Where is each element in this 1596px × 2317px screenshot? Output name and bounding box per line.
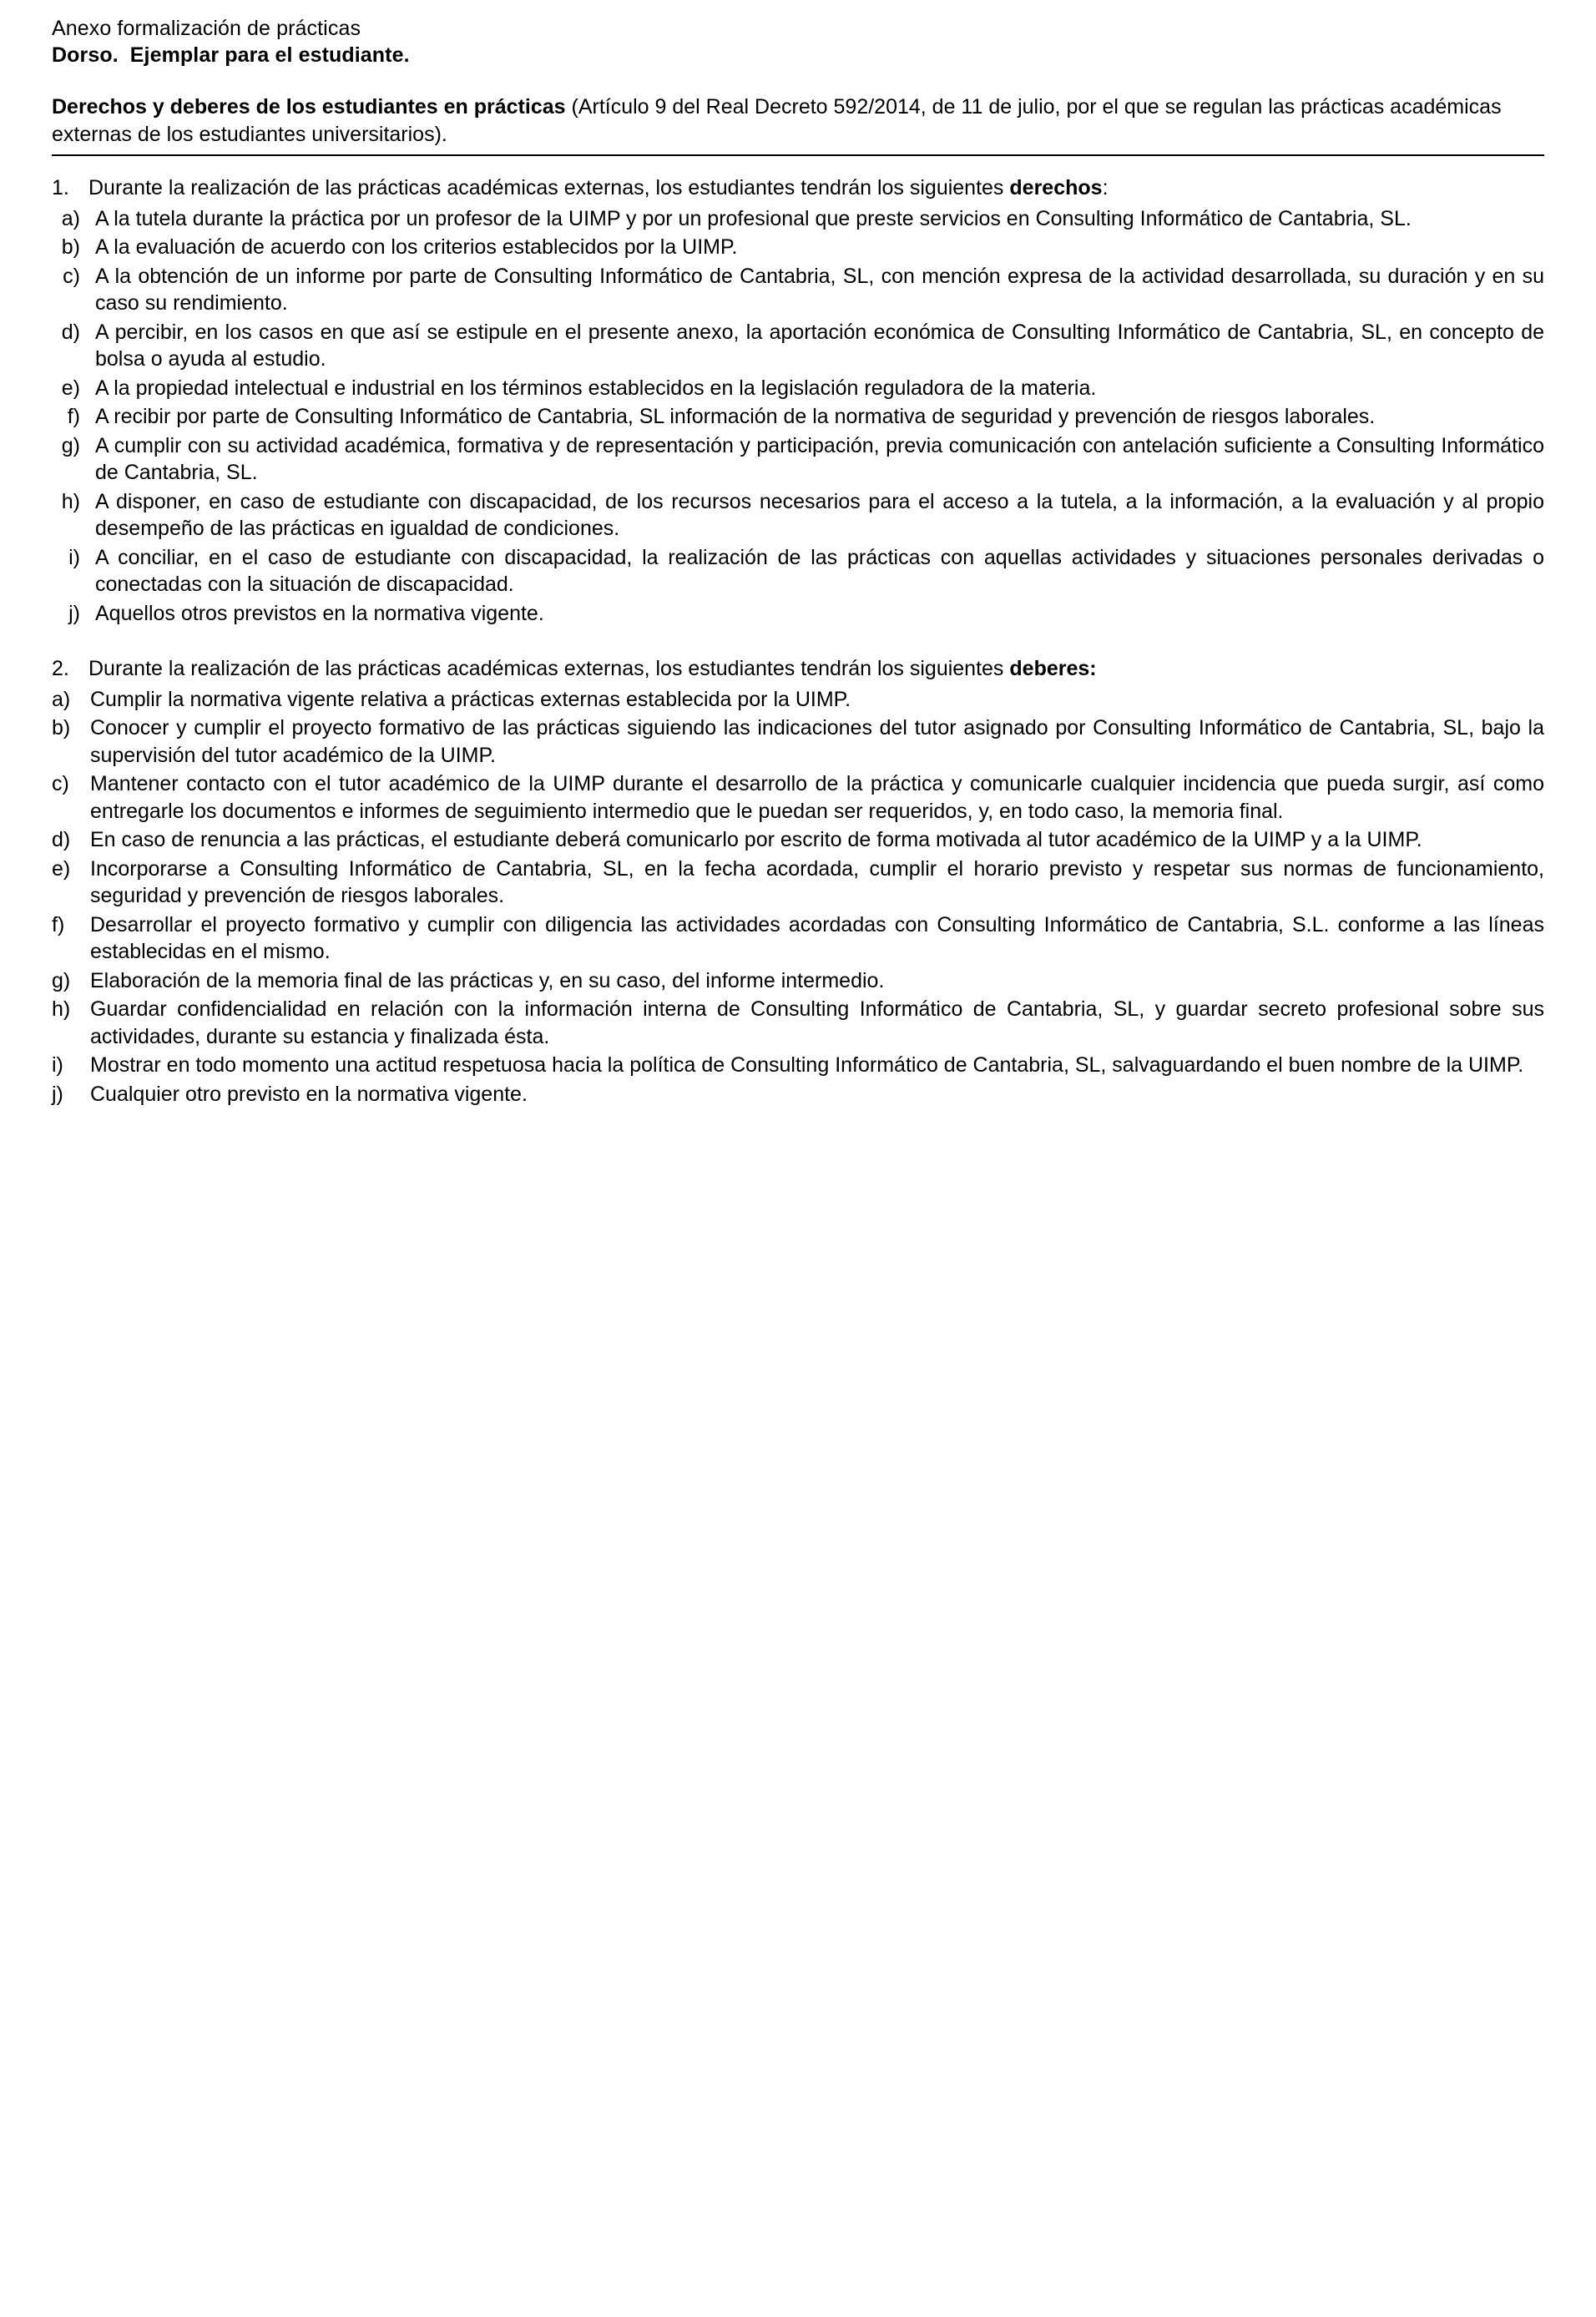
section-derechos	[52, 174, 1544, 627]
dorso-value: Ejemplar para el estudiante.	[129, 43, 410, 67]
list-item-text: En caso de renuncia a las prácticas, el estudiante deberá comunicarlo por escrito de forma motivada al tutor académico de la UIMP y a la UIMP.	[90, 828, 1422, 851]
section-derechos-text-before: Durante la realización de las prácticas académicas externas, los estudiantes tendrán los siguientes	[88, 176, 1010, 199]
legal-reference-paragraph	[52, 93, 1544, 148]
list-item	[52, 600, 1544, 628]
list-item-text: A disponer, en caso de estudiante con discapacidad, de los recursos necesarios para el acceso a la tutela, a la información, a la evaluación y al propio desempeño de las prácticas en igualdad de condiciones.	[95, 489, 1544, 540]
list-item	[52, 1052, 1544, 1079]
list-item-marker: a)	[61, 206, 80, 230]
list-item-text: A recibir por parte de Consulting Informático de Cantabria, SL información de la normativa de seguridad y prevención de riesgos laborales.	[95, 405, 1376, 428]
list-item-text: Cumplir la normativa vigente relativa a prácticas externas establecida por la UIMP.	[90, 687, 851, 711]
deberes-list	[52, 686, 1544, 1108]
section-deberes-number: 2.	[52, 657, 69, 680]
section-deberes-text-bold: deberes:	[1009, 657, 1097, 680]
list-item-marker: e)	[52, 856, 71, 881]
list-item-text: A la obtención de un informe por parte de Consulting Informático de Cantabria, SL, con mención expresa de la actividad desarrollada, su duración y en su caso su rendimiento.	[95, 264, 1544, 315]
list-item-text: Conocer y cumplir el proyecto formativo de las prácticas siguiendo las indicaciones del tutor asignado por Consulting Informático de Cantabria, SL, bajo la supervisión del tutor académico de la UIMP.	[90, 716, 1544, 767]
list-item-text: A la tutela durante la práctica por un profesor de la UIMP y por un profesional que preste servicios en Consulting Informático de Cantabria, SL.	[95, 206, 1412, 230]
list-item-marker: b)	[52, 716, 71, 740]
legal-reference-title: Derechos y deberes de los estudiantes en prácticas	[52, 95, 566, 119]
list-item-text: Cualquier otro previsto en la normativa vigente.	[90, 1082, 528, 1106]
list-item	[52, 770, 1544, 825]
list-item	[52, 488, 1544, 543]
list-item	[52, 403, 1544, 431]
list-item-marker: d)	[61, 320, 80, 344]
list-item	[52, 1081, 1544, 1108]
list-item	[52, 319, 1544, 373]
list-item	[52, 375, 1544, 402]
list-item-text: Mostrar en todo momento una actitud respetuosa hacia la política de Consulting Informático de Cantabria, SL, salvaguardando el buen nombre de la UIMP.	[90, 1053, 1524, 1077]
document-subtitle: Anexo formalización de prácticas	[52, 17, 361, 40]
list-item	[52, 686, 1544, 714]
list-item-text: A conciliar, en el caso de estudiante con discapacidad, la realización de las prácticas con aquellas actividades y situaciones personales derivadas o conectadas con la situación de discapacidad.	[95, 545, 1544, 596]
list-item-text: A la propiedad intelectual e industrial en los términos establecidos en la legislación reguladora de la materia.	[95, 376, 1097, 400]
horizontal-divider	[52, 154, 1544, 156]
section-deberes-heading	[52, 655, 1544, 683]
list-item	[52, 856, 1544, 910]
list-item-text: Guardar confidencialidad en relación con la información interna de Consulting Informático de Cantabria, SL, y guardar secreto profesional sobre sus actividades, durante su estancia y finalizada ésta.	[90, 997, 1544, 1048]
list-item-text: Desarrollar el proyecto formativo y cumplir con diligencia las actividades acordadas con Consulting Informático de Cantabria, S.L. conforme a las líneas establecidas en el mismo.	[90, 912, 1544, 963]
list-item-text: Mantener contacto con el tutor académico de la UIMP durante el desarrollo de la práctica y comunicarle cualquier incidencia que pueda surgir, así como entregarle los documentos e informes de seguimiento intermedio que le puedan ser requeridos, y, en todo caso, la memoria final.	[90, 772, 1544, 823]
list-item-marker: b)	[61, 235, 80, 259]
list-item-marker: a)	[52, 687, 71, 711]
section-derechos-text-after: :	[1102, 176, 1109, 199]
list-item-marker: c)	[52, 772, 69, 795]
section-derechos-text	[88, 174, 1544, 202]
list-item-text: A percibir, en los casos en que así se estipule en el presente anexo, la aportación económica de Consulting Informático de Cantabria, SL, en concepto de bolsa o ayuda al estudio.	[95, 320, 1544, 371]
legal-reference-detail: (Artículo 9 del Real Decreto 592/2014, de 11 de julio, por el que se regulan las prácticas académicas externas de los estudiantes universitarios).	[52, 95, 1502, 146]
list-item	[52, 911, 1544, 966]
list-item-marker: f)	[52, 912, 65, 936]
list-item-text: Elaboración de la memoria final de las prácticas y, en su caso, del informe intermedio.	[90, 968, 885, 992]
list-item-marker: j)	[52, 1082, 63, 1106]
list-item-marker: i)	[52, 1053, 63, 1077]
list-item	[52, 205, 1544, 233]
list-item	[52, 263, 1544, 317]
list-item	[52, 826, 1544, 854]
list-item	[52, 996, 1544, 1050]
list-item-marker: g)	[52, 968, 71, 992]
list-item-text: Aquellos otros previstos en la normativa vigente.	[95, 601, 544, 625]
list-item	[52, 432, 1544, 487]
dorso-label: Dorso.	[52, 43, 119, 67]
list-item-marker: c)	[63, 264, 80, 288]
section-deberes-text	[88, 655, 1544, 683]
list-item	[52, 714, 1544, 769]
section-deberes	[52, 655, 1544, 1108]
list-item-text: Incorporarse a Consulting Informático de Cantabria, SL, en la fecha acordada, cumplir el horario previsto y respetar sus normas de funcionamiento, seguridad y prevención de riesgos laborales.	[90, 856, 1544, 907]
list-item-marker: h)	[61, 489, 80, 513]
list-item-text: A cumplir con su actividad académica, formativa y de representación y participación, previa comunicación con antelación suficiente a Consulting Informático de Cantabria, SL.	[95, 433, 1544, 484]
list-item-marker: d)	[52, 828, 71, 851]
document-copy-label	[52, 42, 1544, 68]
list-item	[52, 967, 1544, 995]
list-item-marker: e)	[61, 376, 80, 400]
section-derechos-heading	[52, 174, 1544, 202]
section-derechos-text-bold: derechos	[1009, 176, 1103, 199]
list-item-marker: h)	[52, 997, 71, 1021]
section-derechos-number: 1.	[52, 176, 69, 199]
list-item-marker: i)	[68, 545, 80, 569]
section-deberes-text-before: Durante la realización de las prácticas académicas externas, los estudiantes tendrán los siguientes	[88, 657, 1010, 680]
list-item-marker: g)	[61, 433, 80, 457]
derechos-list	[52, 205, 1544, 628]
list-item	[52, 544, 1544, 598]
list-item-marker: f)	[67, 405, 80, 428]
list-item-marker: j)	[68, 601, 80, 625]
list-item	[52, 234, 1544, 261]
list-item-text: A la evaluación de acuerdo con los criterios establecidos por la UIMP.	[95, 235, 738, 259]
